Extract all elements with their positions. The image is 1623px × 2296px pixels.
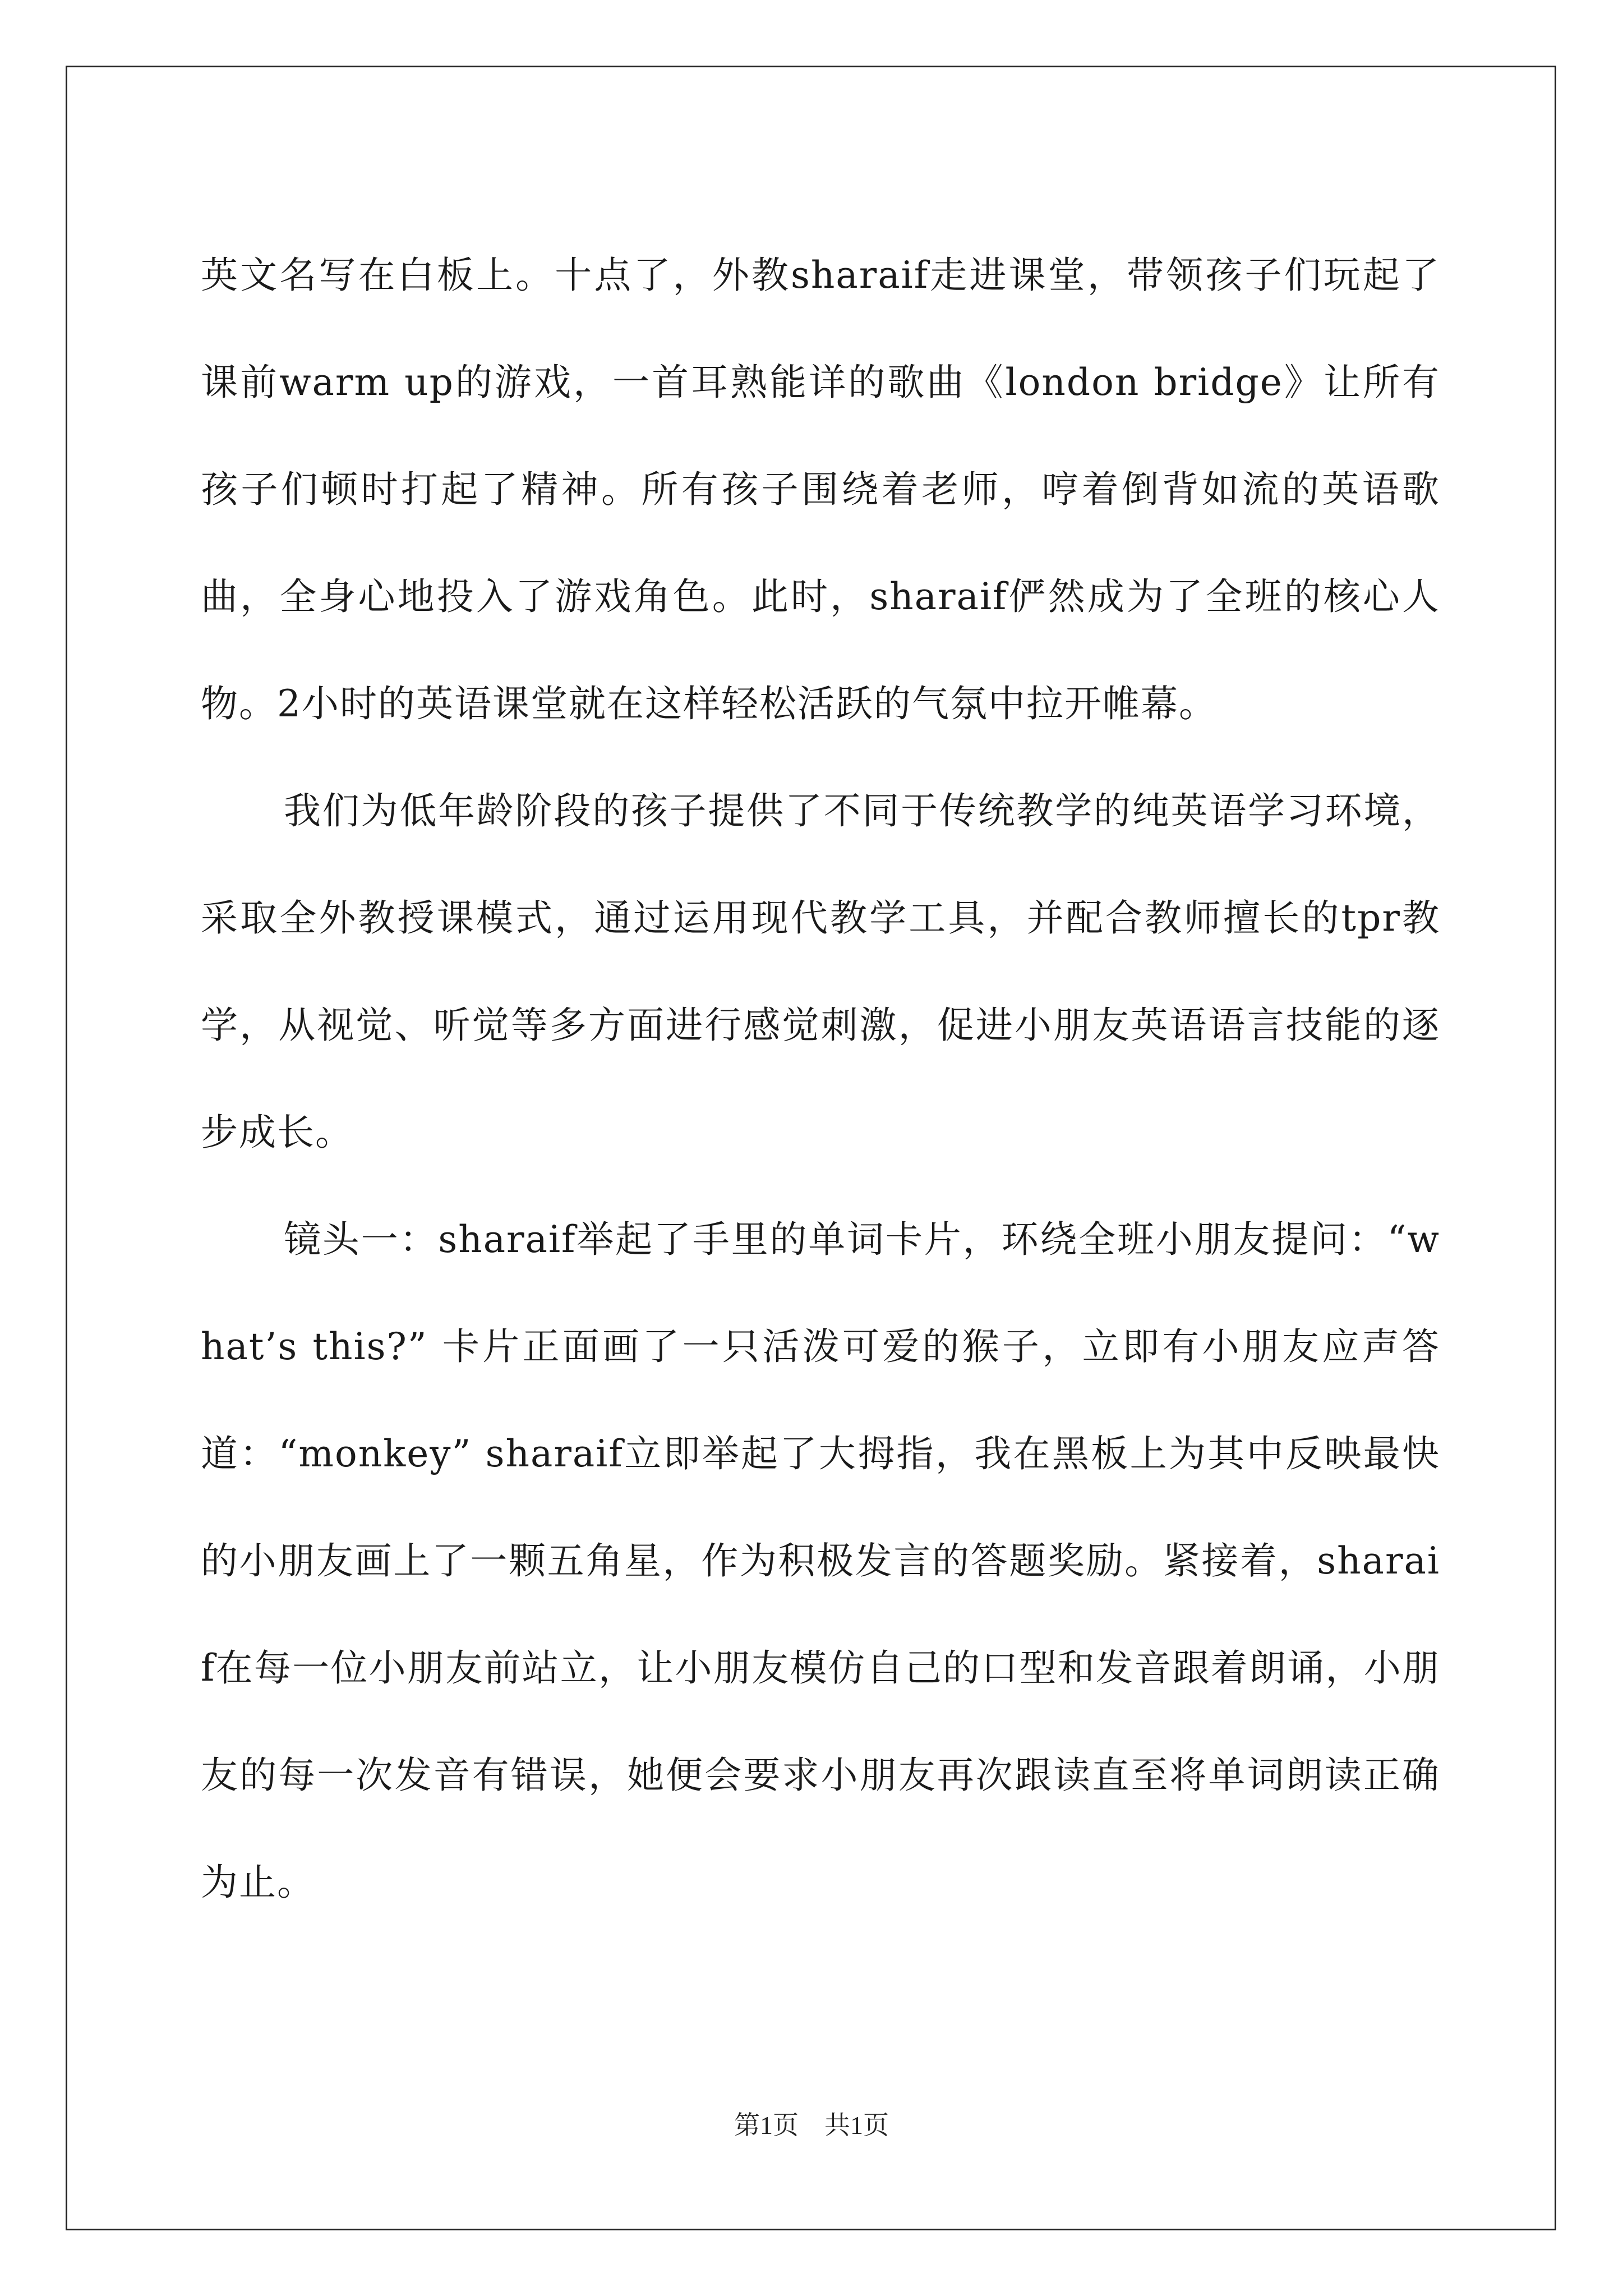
- paragraph-3: 镜头一：sharaif举起了手里的单词卡片，环绕全班小朋友提问：“what’s this?” 卡片正面画了一只活泼可爱的猴子，立即有小朋友应声答道：“monkey” sharaif立即举起了大拇指，我在黑板上为其中反映最快的小朋友画上了一颗五角星，作为积极发言的答题奖励。紧接着，sharaif在每一位小朋友前站立，让小朋友模仿自己的口型和发音跟着朗诵，小朋友的每一次发音有错误，她便会要求小朋友再次跟读直至将单词朗读正确为止。: [201, 1218, 1440, 1904]
- paragraph-2: 我们为低年龄阶段的孩子提供了不同于传统教学的纯英语学习环境，采取全外教授课模式，通过运用现代教学工具，并配合教师擅长的tpr教学，从视觉、听觉等多方面进行感觉刺激，促进小朋友英语语言技能的逐步成长。: [201, 789, 1440, 1154]
- page-footer: 第1页 共1页: [734, 2111, 889, 2139]
- paragraph-1: 英文名写在白板上。十点了，外教sharaif走进课堂，带领孩子们玩起了课前warm up的游戏，一首耳熟能详的歌曲《london bridge》让所有孩子们顿时打起了精神。所有孩子围绕着老师，哼着倒背如流的英语歌曲，全身心地投入了游戏角色。此时，sharaif俨然成为了全班的核心人物。2小时的英语课堂就在这样轻松活跃的气氛中拉开帷幕。: [201, 254, 1440, 725]
- document-body: [201, 222, 1440, 1936]
